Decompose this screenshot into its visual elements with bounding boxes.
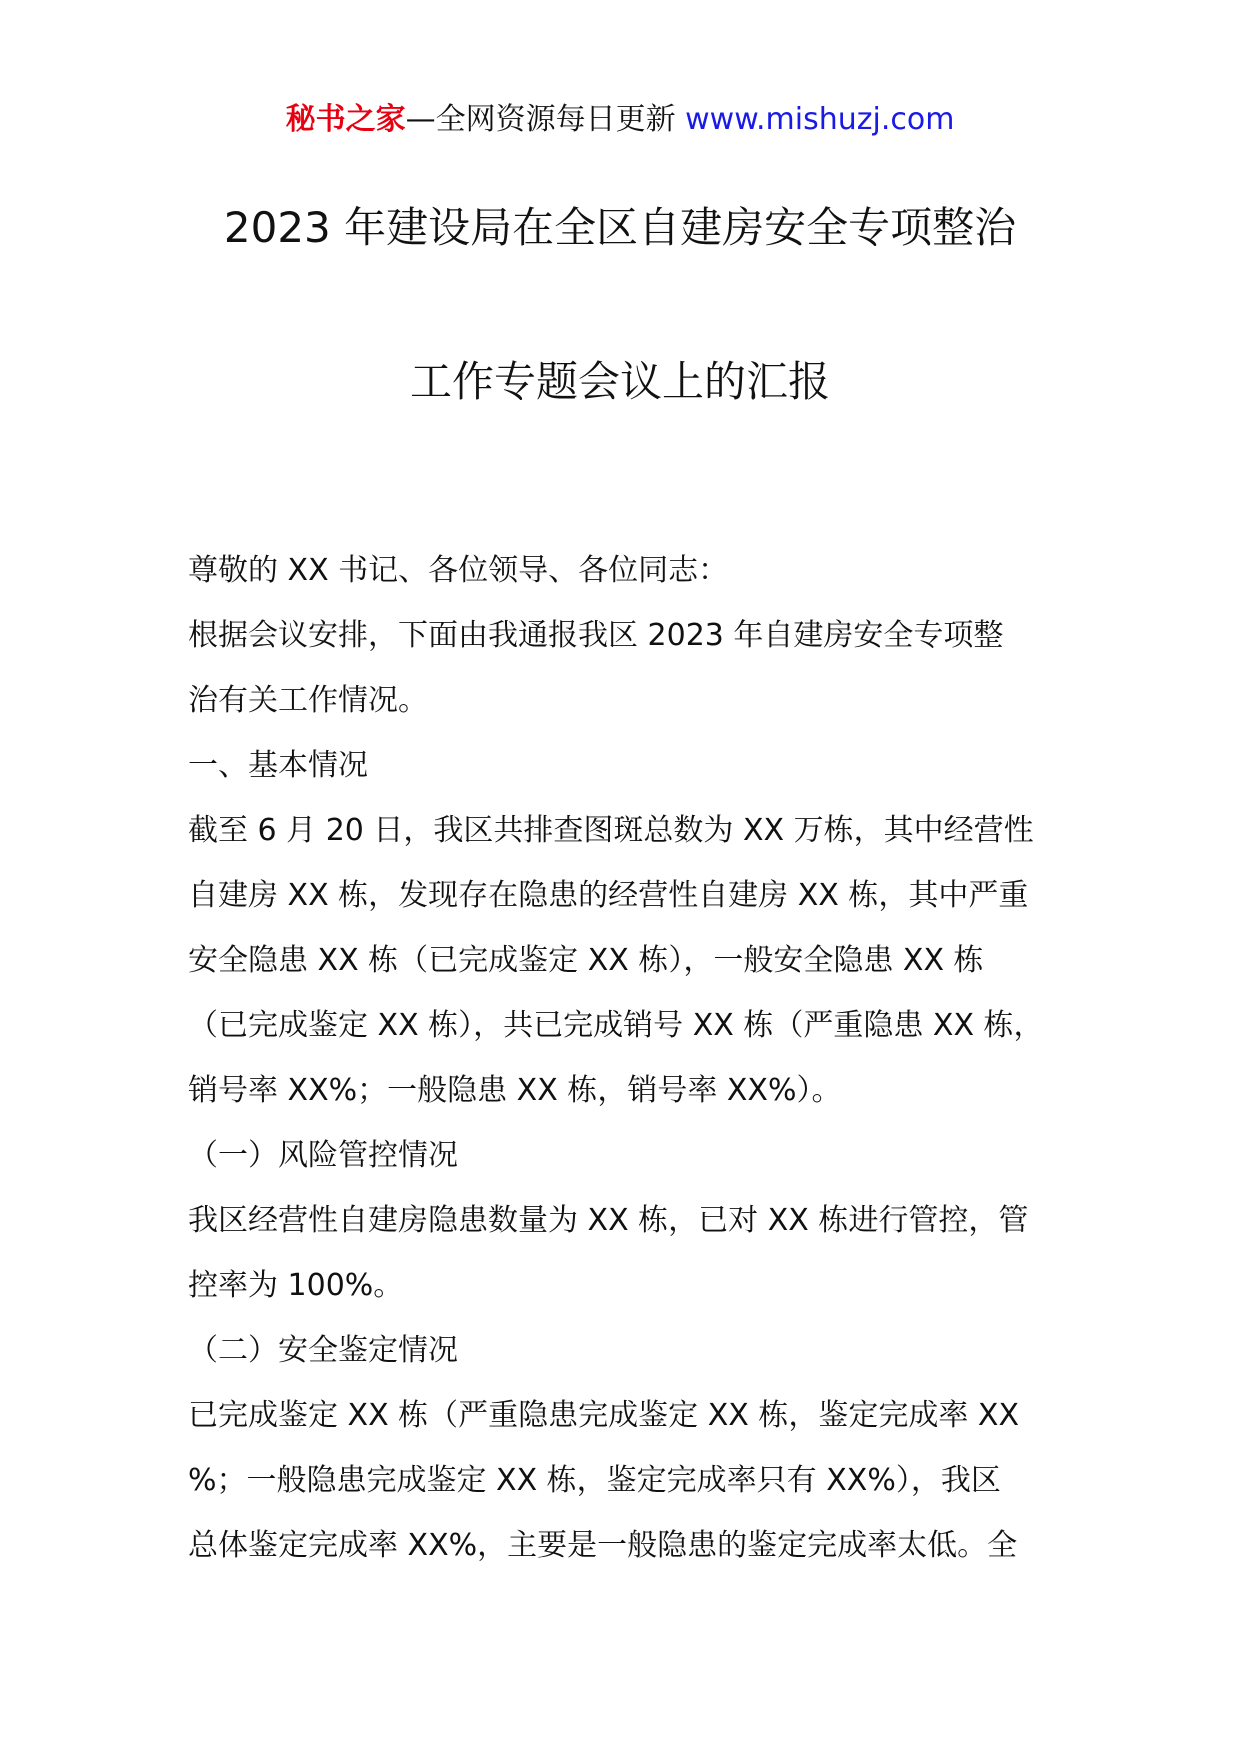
body-line: %；一般隐患完成鉴定 XX 栋，鉴定完成率只有 XX%），我区 [188, 1463, 1001, 1498]
body-line: 我区经营性自建房隐患数量为 XX 栋，已对 XX 栋进行管控，管 [188, 1203, 1029, 1238]
section-heading-basic-situation: 一、基本情况 [188, 748, 368, 783]
body-line-greeting: 尊敬的 XX 书记、各位领导、各位同志： [188, 553, 729, 588]
body-line: （已完成鉴定 XX 栋），共已完成销号 XX 栋（严重隐患 XX 栋， [188, 1008, 1044, 1043]
document-title-line-2: 工作专题会议上的汇报 [409, 357, 830, 406]
body-line: 截至 6 月 20 日，我区共排查图斑总数为 XX 万栋，其中经营性 [188, 813, 1034, 848]
body-line: 总体鉴定完成率 XX%，主要是一般隐患的鉴定完成率太低。全 [188, 1528, 1018, 1563]
site-brand: 秘书之家 [285, 102, 406, 137]
body-line: 控率为 100%。 [188, 1268, 404, 1303]
subsection-heading-risk-control: （一）风险管控情况 [188, 1138, 458, 1173]
document-title-line-1: 2023 年建设局在全区自建房安全专项整治 [223, 203, 1017, 252]
site-url-link[interactable]: www.mishuzj.com [685, 102, 955, 137]
body-line: 根据会议安排，下面由我通报我区 2023 年自建房安全专项整 [188, 618, 1004, 653]
site-header [0, 100, 1240, 140]
body-line: 安全隐患 XX 栋（已完成鉴定 XX 栋），一般安全隐患 XX 栋 [188, 943, 984, 978]
body-line: 已完成鉴定 XX 栋（严重隐患完成鉴定 XX 栋，鉴定完成率 XX [188, 1398, 1019, 1433]
body-line: 销号率 XX%；一般隐患 XX 栋，销号率 XX%）。 [188, 1073, 842, 1108]
body-line: 自建房 XX 栋，发现存在隐患的经营性自建房 XX 栋，其中严重 [188, 878, 1029, 913]
document-body [188, 538, 1088, 1578]
site-tagline: —全网资源每日更新 [405, 102, 686, 137]
subsection-heading-safety-appraisal: （二）安全鉴定情况 [188, 1333, 458, 1368]
body-line: 治有关工作情况。 [188, 683, 428, 718]
